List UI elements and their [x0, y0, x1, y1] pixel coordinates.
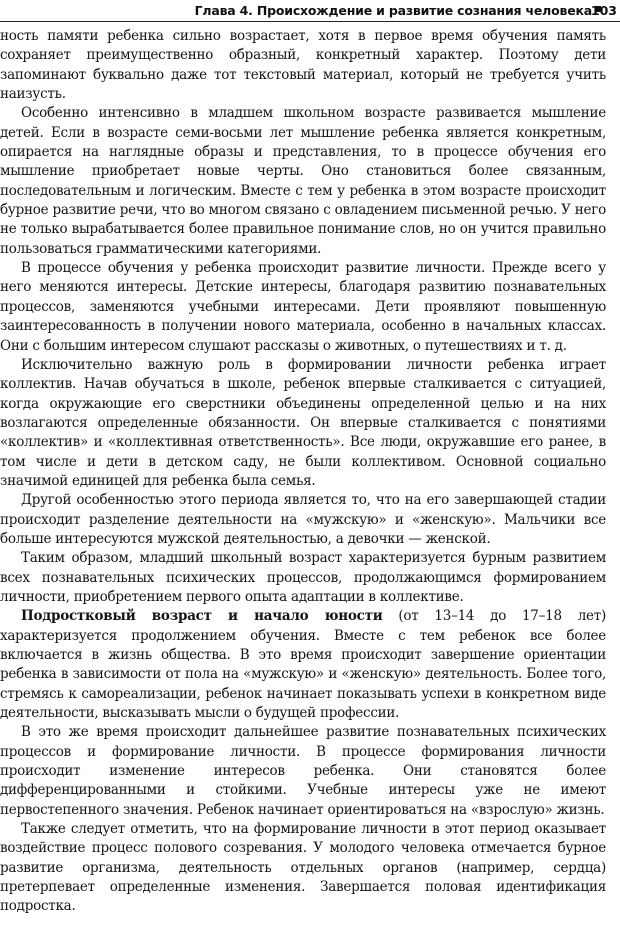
paragraph: Особенно интенсивно в младшем школьном возрасте развивается мышление детей. Если в возрасте семи-восьми лет мышление ребенка является конкретным, опирается на наглядные образы и представления, то в процессе обучения его мышление приобретает новые черты. Оно становиться более связанным, последовательным и логическим. Вместе с тем у ребенка в этом возрасте происходит бурное развитие речи, что во многом связано с овладением письменной речью. У него не только вырабатывается более правильное понимание слов, но он учится правильно пользоваться грамматическими категориями. — [0, 105, 606, 257]
paragraph: В это же время происходит дальнейшее развитие познавательных психических процессов и формирование личности. В процессе формирования личности происходит изменение интересов ребенка. Они становятся более дифференцированными и стойкими. Учебные интересы уже не имеют первостепенного значения. Ребенок начинает ориентироваться на «взрослую» жизнь. — [0, 724, 606, 818]
running-header — [0, 0, 620, 21]
paragraph: Другой особенностью этого периода является то, что на его завершающей стадии происходит разделение деятельности на «мужскую» и «женскую». Мальчики все больше интересуются мужской деятельностью, а девочки — женской. — [0, 492, 606, 547]
chapter-title: Глава 4. Происхождение и развитие сознания человека — [194, 3, 592, 18]
paragraph: ность памяти ребенка сильно возрастает, хотя в первое время обучения память сохраняет преимущественно образный, конкретный характер. Поэтому дети запоминают буквально даже тот текстовый материал, который не требуется учить наизусть. — [0, 28, 606, 103]
header-divider — [0, 21, 620, 22]
paragraph: В процессе обучения у ребенка происходит развитие личности. Прежде всего у него меняются интересы. Детские интересы, благодаря развитию познавательных процессов, заменяются учебными интересами. Дети проявляют повышенную заинтересованность в получении нового материала, особенно в начальных классах. Они с большим интересом слушают рассказы о животных, о путешествиях и т. д. — [0, 260, 606, 354]
paragraph-text: (от 13–14 до 17–18 лет) характеризуется продолжением обучения. Вместе с тем ребенок все более включается в жизнь общества. В это время происходит завершение ориентации ребенка в зависимости от пола на «мужскую» и «женскую» деятельность. Более того, стремясь к самореализации, ребенок начинает показывать успехи в конкретном виде деятельности, высказывать мысли о будущей профессии. — [0, 608, 606, 722]
paragraph — [0, 607, 606, 723]
body-text — [0, 27, 606, 917]
page-number: 103 — [590, 3, 617, 18]
paragraph: Также следует отметить, что на формирование личности в этот период оказывает воздействие процесс полового созревания. У молодого человека отмечается бурное развитие организма, деятельность отдельных органов (например, сердца) претерпевает определенные изменения. Завершается половая идентификация подростка. — [0, 821, 606, 915]
bold-term: Подростковый возраст и начало юности — [21, 608, 383, 625]
paragraph: Исключительно важную роль в формировании личности ребенка играет коллектив. Начав обучаться в школе, ребенок впервые сталкивается с ситуацией, когда окружающие его сверстники объединены определенной целью и на них возлагаются определенные обязанности. Он впервые сталкивается с понятиями «коллектив» и «коллективная ответственность». Все люди, окружавшие его ранее, в том числе и дети в детском саду, не были коллективом. Основной социально значимой единицей для ребенка была семья. — [0, 356, 606, 489]
paragraph: Таким образом, младший школьный возраст характеризуется бурным развитием всех познавательных психических процессов, продолжающимся формированием личности, приобретением первого опыта адаптации в коллективе. — [0, 550, 606, 605]
